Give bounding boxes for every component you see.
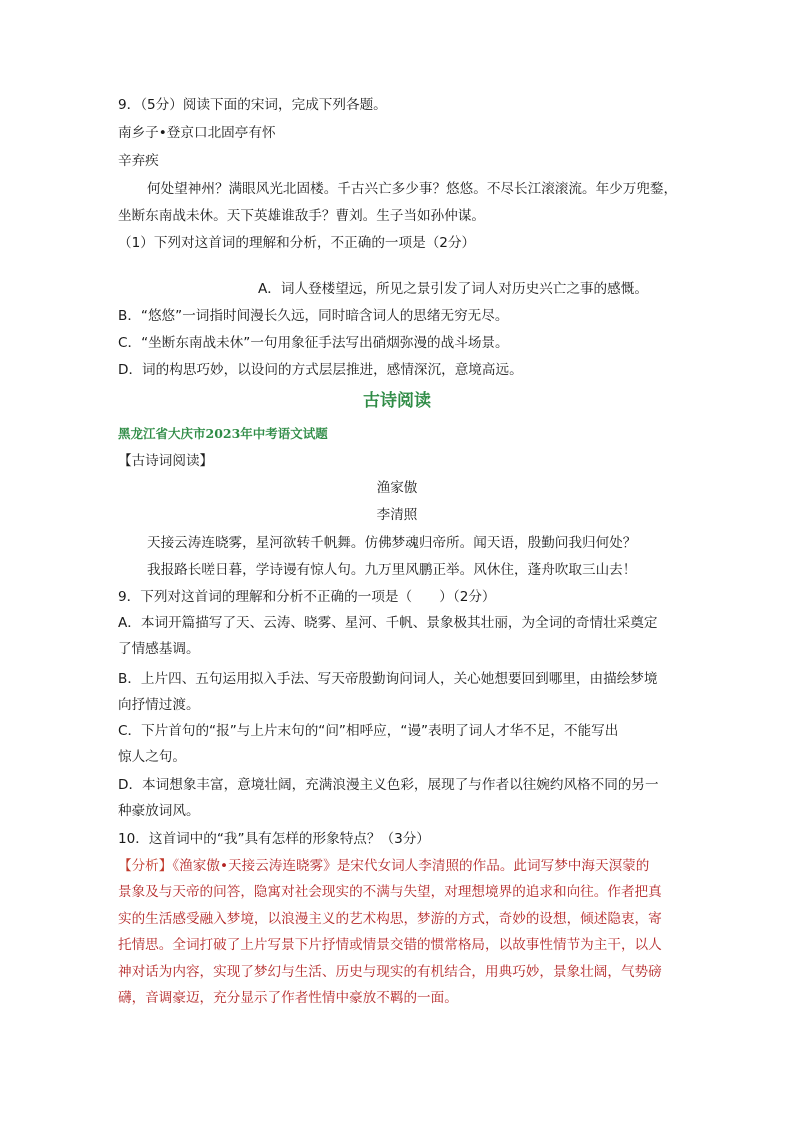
poem-1-line-1: 何处望神州？满眼风光北固楼。千古兴亡多少事？悠悠。不尽长江滚滚流。年少万兜鍪，: [147, 181, 678, 197]
analysis-line-1-text: 《渔家傲•天接云涛连晓雾》是宋代女词人李清照的作品。此词写梦中海天溟蒙的: [172, 858, 650, 874]
analysis-tag: 【分析】: [118, 858, 173, 874]
question-9b-line: B．上片四、五句运用拟入手法、写天帝殷勤询问词人，关心她想要回到哪里，由描绘梦境: [118, 671, 658, 687]
analysis-line: 礴，音调豪迈，充分显示了作者性情中豪放不羁的一面。: [118, 990, 458, 1006]
question-9b-line: 惊人之句。: [118, 749, 186, 765]
analysis-line: 实的生活感受融入梦境，以浪漫主义的艺术构思，梦游的方式，奇妙的设想，倾述隐衷，寄: [118, 911, 662, 927]
question-9b-stem: 9．下列对这首词的理解和分析不正确的一项是（ ）（2分）: [118, 589, 496, 605]
analysis-line: 景象及与天帝的问答，隐寓对社会现实的不满与失望，对理想境界的追求和向往。作者把真: [118, 884, 662, 900]
question-9b-line: D．本词想象丰富，意境壮阔，充满浪漫主义色彩，展现了与作者以往婉约风格不同的另一: [118, 777, 659, 793]
option-c: C．“坐断东南战未休”一句用象征手法写出硝烟弥漫的战斗场景。: [118, 335, 509, 351]
question-9b-line: A．本词开篇描写了天、云涛、晓雾、星河、千帆、景象极其壮丽，为全词的奇情壮采奠定: [118, 615, 658, 631]
question-10-stem: 10．这首词中的“我”具有怎样的形象特点？（3分）: [118, 831, 430, 847]
analysis-line: 托情思。全词打破了上片写景下片抒情或情景交错的惯常格局，以故事性情节为主干，以人: [118, 937, 662, 953]
section-heading: 古诗阅读: [363, 391, 431, 411]
analysis-line: 神对话为内容，实现了梦幻与生活、历史与现实的有机结合，用典巧妙，景象壮阔，气势磅: [118, 964, 662, 980]
option-b: B．“悠悠”一词指时间漫长久远，同时暗含词人的思绪无穷无尽。: [118, 308, 509, 324]
question-9-header: 9．（5分）阅读下面的宋词，完成下列各题。: [118, 97, 387, 113]
poem-1-line-2: 坐断东南战未休。天下英雄谁敌手？曹刘。生子当如孙仲谋。: [118, 208, 486, 224]
poem-2-line-2: 我报路长嗟日暮，学诗谩有惊人句。九万里风鹏正举。风休住，蓬舟吹取三山去！: [147, 562, 637, 578]
poem-1-author: 辛弃疾: [118, 153, 159, 169]
option-a: A．词人登楼望远，所见之景引发了词人对历史兴亡之事的感慨。: [258, 281, 648, 297]
poem-2-title: 渔家傲: [376, 480, 418, 496]
option-d: D．词的构思巧妙，以设问的方式层层推进，感情深沉，意境高远。: [118, 362, 523, 378]
poem-2-line-1: 天接云涛连晓雾，星河欲转千帆舞。仿佛梦魂归帝所。闻天语，殷勤问我归何处？: [147, 535, 637, 551]
question-9b-line: C．下片首句的“报”与上片末句的“问”相呼应，“谩”表明了词人才华不足，不能写出: [118, 723, 619, 739]
question-9b-line: 了情感基调。: [118, 641, 200, 657]
question-9b-line: 向抒情过渡。: [118, 697, 200, 713]
question-9b-line: 种豪放词风。: [118, 803, 200, 819]
reading-tag: 【古诗词阅读】: [118, 453, 214, 469]
exam-source: 黑龙江省大庆市2023年中考语文试题: [118, 426, 328, 441]
poem-2-author: 李清照: [376, 507, 418, 523]
poem-1-title: 南乡子•登京口北固亭有怀: [118, 125, 276, 141]
question-1-stem: （1）下列对这首词的理解和分析，不正确的一项是（2分）: [118, 235, 476, 251]
analysis-line: [118, 857, 678, 875]
